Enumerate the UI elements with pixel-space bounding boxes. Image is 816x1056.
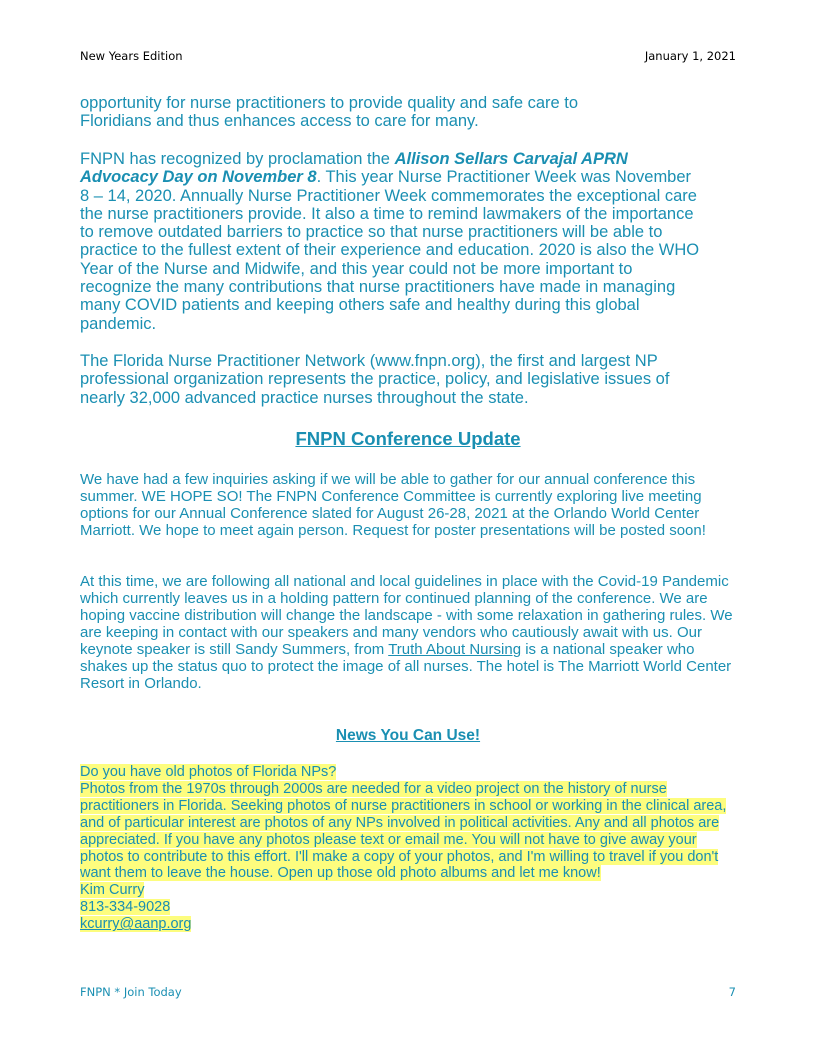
news-question: Do you have old photos of Florida NPs? (80, 764, 337, 780)
contact-email-link[interactable]: kcurry@aanp.org (80, 916, 192, 933)
fnpn-about-text: The Florida Nurse Practitioner Network (www.fnpn.org), the first and largest NP professional organization represents the practice, policy, and legislative issues of nearly 32,000 advanced practice nurses throughout the state. (80, 352, 670, 407)
fnpn-about-paragraph (80, 352, 700, 407)
footer-join: FNPN * Join Today (80, 985, 182, 999)
news-body: Photos from the 1970s through 2000s are needed for a video project on the history of nurse practitioners in Florida. Seeking photos of nurse practitioners in school or working in the clinical area, and of particular interest are photos of any NPs involved in political activities. Any and all photos are appreciated. If you have any photos please text or email me. You will not have to give away your photos to contribute to this effort. I'll make a copy of your photos, and I'm willing to travel if you don't want them to leave the house. Open up those old photo albums and let me know! (80, 780, 727, 882)
advocacy-post: . This year Nurse Practitioner Week was November 8 – 14, 2020. Annually Nurse Practitioner Week commemorates the exceptional care the nurse practitioners provide. It also a time to remind lawmakers of the importance to remove outdated barriers to practice so that nurse practitioners will be able to practice to the fullest extent of their experience and education. 2020 is also the WHO Year of the Nurse and Midwife, and this year could not be more important to recognize the many contributions that nurse practitioners have made in managing many COVID patients and keeping others safe and healthy during this global pandemic. (80, 168, 700, 333)
contact-phone: 813-334-9028 (80, 899, 171, 916)
advocacy-pre: FNPN has recognized by proclamation the (80, 150, 395, 168)
conference-title: FNPN Conference Update (295, 428, 521, 449)
conference-paragraph-2 (80, 573, 740, 692)
advocacy-day-bold: Allison Sellars Carvajal APRN Advocacy Day on November 8 (80, 150, 628, 187)
conference-paragraph-1 (80, 471, 740, 539)
news-title: News You Can Use! (335, 727, 481, 744)
header-edition: New Years Edition (80, 49, 183, 63)
contact-name: Kim Curry (80, 882, 145, 899)
conference-text-2-post: is a national speaker who shakes up the status quo to protect the image of all nurses. The hotel is The Marriott World Center Resort in Orlando. (80, 641, 732, 692)
advocacy-paragraph (80, 150, 700, 333)
intro-line-2: Floridians and thus enhances access to care for many. (80, 112, 479, 131)
conference-text-1: We have had a few inquiries asking if we will be able to gather for our annual conference this summer. WE HOPE SO! The FNPN Conference Committee is currently exploring live meeting options for our Annual Conference slated for August 26-28, 2021 at the Orlando World Center Marriott. We hope to meet again person. Request for poster presentations will be posted soon! (80, 471, 706, 539)
news-section (80, 764, 740, 933)
truth-about-nursing-link[interactable]: Truth About Nursing (388, 641, 522, 658)
header-date: January 1, 2021 (644, 49, 736, 63)
page-number: 7 (728, 985, 736, 999)
intro-paragraph (80, 94, 740, 131)
conference-text-2-pre: At this time, we are following all national and local guidelines in place with the Covid-19 Pandemic which currently leaves us in a holding pattern for continued planning of the conference. We are hoping vaccine distribution will change the landscape - with some relaxation in gathering rules. We are keeping in contact with our speakers and many vendors who cautiously await with us. Our keynote speaker is still Sandy Summers, from (80, 573, 733, 658)
intro-line-1: opportunity for nurse practitioners to provide quality and safe care to (80, 94, 579, 112)
